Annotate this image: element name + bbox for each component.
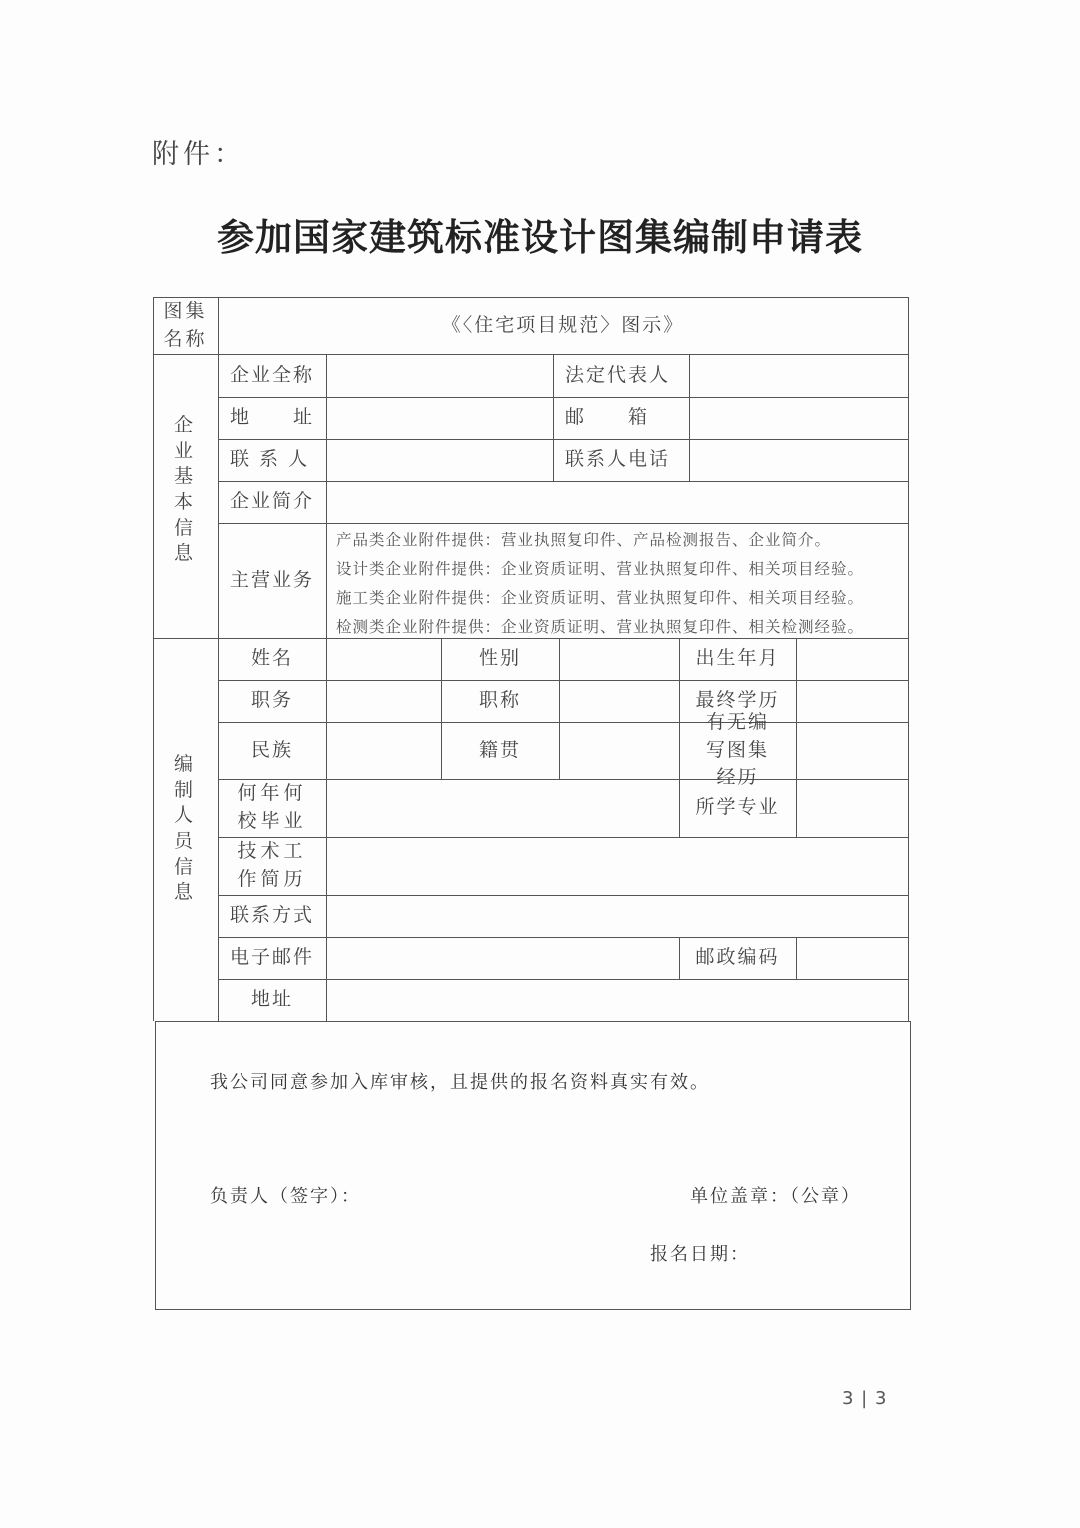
- company-intro-field[interactable]: [326, 481, 908, 523]
- staff-gender-field[interactable]: [559, 638, 679, 680]
- main-business-label: 主营业务: [230, 568, 315, 591]
- registration-date-label: 报名日期：: [650, 1244, 750, 1265]
- legal-representative-label: 法定代表人: [565, 363, 671, 386]
- contact-person-label: 联 系 人: [230, 448, 310, 471]
- page-number: 3 | 3: [842, 1388, 888, 1409]
- staff-title-field[interactable]: [559, 680, 679, 722]
- staff-postcode-label: 邮政编码: [695, 946, 780, 969]
- staff-email-field[interactable]: [326, 937, 679, 979]
- company-address-field[interactable]: [326, 397, 553, 439]
- staff-education-field[interactable]: [796, 680, 908, 722]
- atlas-name-value: 《〈住宅项目规范〉图示》: [441, 313, 685, 336]
- business-note-line: 检测类企业附件提供：企业资质证明、营业执照复印件、相关检测经验。: [336, 618, 865, 636]
- staff-name-label: 姓名: [250, 647, 293, 670]
- staff-major-field[interactable]: [796, 779, 908, 837]
- staff-gender-label: 性别: [478, 647, 521, 670]
- company-section-label: 企业基本信息: [173, 414, 197, 565]
- staff-ethnicity-label: 民族: [250, 738, 293, 761]
- staff-graduation-field[interactable]: [326, 779, 679, 837]
- staff-address-field[interactable]: [326, 979, 908, 1021]
- contact-phone-field[interactable]: [689, 439, 908, 481]
- staff-position-field[interactable]: [326, 680, 441, 722]
- staff-experience-field[interactable]: [796, 722, 908, 779]
- staff-birth-label: 出生年月: [695, 647, 780, 670]
- staff-title-label: 职称: [478, 689, 521, 712]
- staff-native-place-field[interactable]: [559, 722, 679, 779]
- page-title: 参加国家建筑标准设计图集编制申请表: [217, 216, 863, 259]
- staff-postcode-field[interactable]: [796, 937, 908, 979]
- staff-position-label: 职务: [250, 689, 293, 712]
- staff-address-label: 地址: [250, 988, 293, 1011]
- staff-resume-field[interactable]: [326, 837, 908, 895]
- staff-contact-field[interactable]: [326, 895, 908, 937]
- company-full-name-field[interactable]: [326, 354, 553, 397]
- staff-email-label: 电子邮件: [229, 946, 314, 969]
- staff-contact-label: 联系方式: [229, 904, 314, 927]
- staff-name-field[interactable]: [326, 638, 441, 680]
- business-note-line: 产品类企业附件提供：营业执照复印件、产品检测报告、企业简介。: [336, 531, 832, 549]
- declaration-statement: 我公司同意参加入库审核，且提供的报名资料真实有效。: [210, 1072, 710, 1093]
- contact-phone-label: 联系人电话: [565, 448, 671, 471]
- attachment-label: 附件：: [152, 139, 245, 170]
- company-intro-label: 企业简介: [230, 490, 315, 513]
- staff-experience-label: 有无编写图集经历: [705, 711, 769, 789]
- staff-major-label: 所学专业: [695, 796, 780, 819]
- seal-label: 单位盖章：（公章）: [690, 1186, 861, 1207]
- legal-representative-field[interactable]: [689, 354, 908, 397]
- atlas-name-label: 图集名称: [163, 299, 208, 350]
- business-note-line: 设计类企业附件提供：企业资质证明、营业执照复印件、相关项目经验。: [336, 560, 865, 578]
- staff-birth-field[interactable]: [796, 638, 908, 680]
- main-business-notes: [336, 526, 908, 642]
- staff-education-label: 最终学历: [695, 689, 780, 712]
- signature-label: 负责人（签字）：: [210, 1186, 361, 1207]
- company-full-name-label: 企业全称: [230, 363, 315, 386]
- company-postbox-field[interactable]: [689, 397, 908, 439]
- staff-native-place-label: 籍贯: [478, 738, 521, 761]
- company-postbox-label: 邮 箱: [565, 406, 650, 429]
- staff-resume-label: 技术工作简历: [237, 840, 307, 890]
- staff-ethnicity-field[interactable]: [326, 722, 441, 779]
- contact-person-field[interactable]: [326, 439, 553, 481]
- staff-section-label: 编制人员信息: [173, 753, 197, 904]
- business-note-line: 施工类企业附件提供：企业资质证明、营业执照复印件、相关项目经验。: [336, 589, 865, 607]
- company-address-label: 地 址: [230, 406, 315, 429]
- staff-graduation-label: 何年何校毕业: [237, 782, 307, 832]
